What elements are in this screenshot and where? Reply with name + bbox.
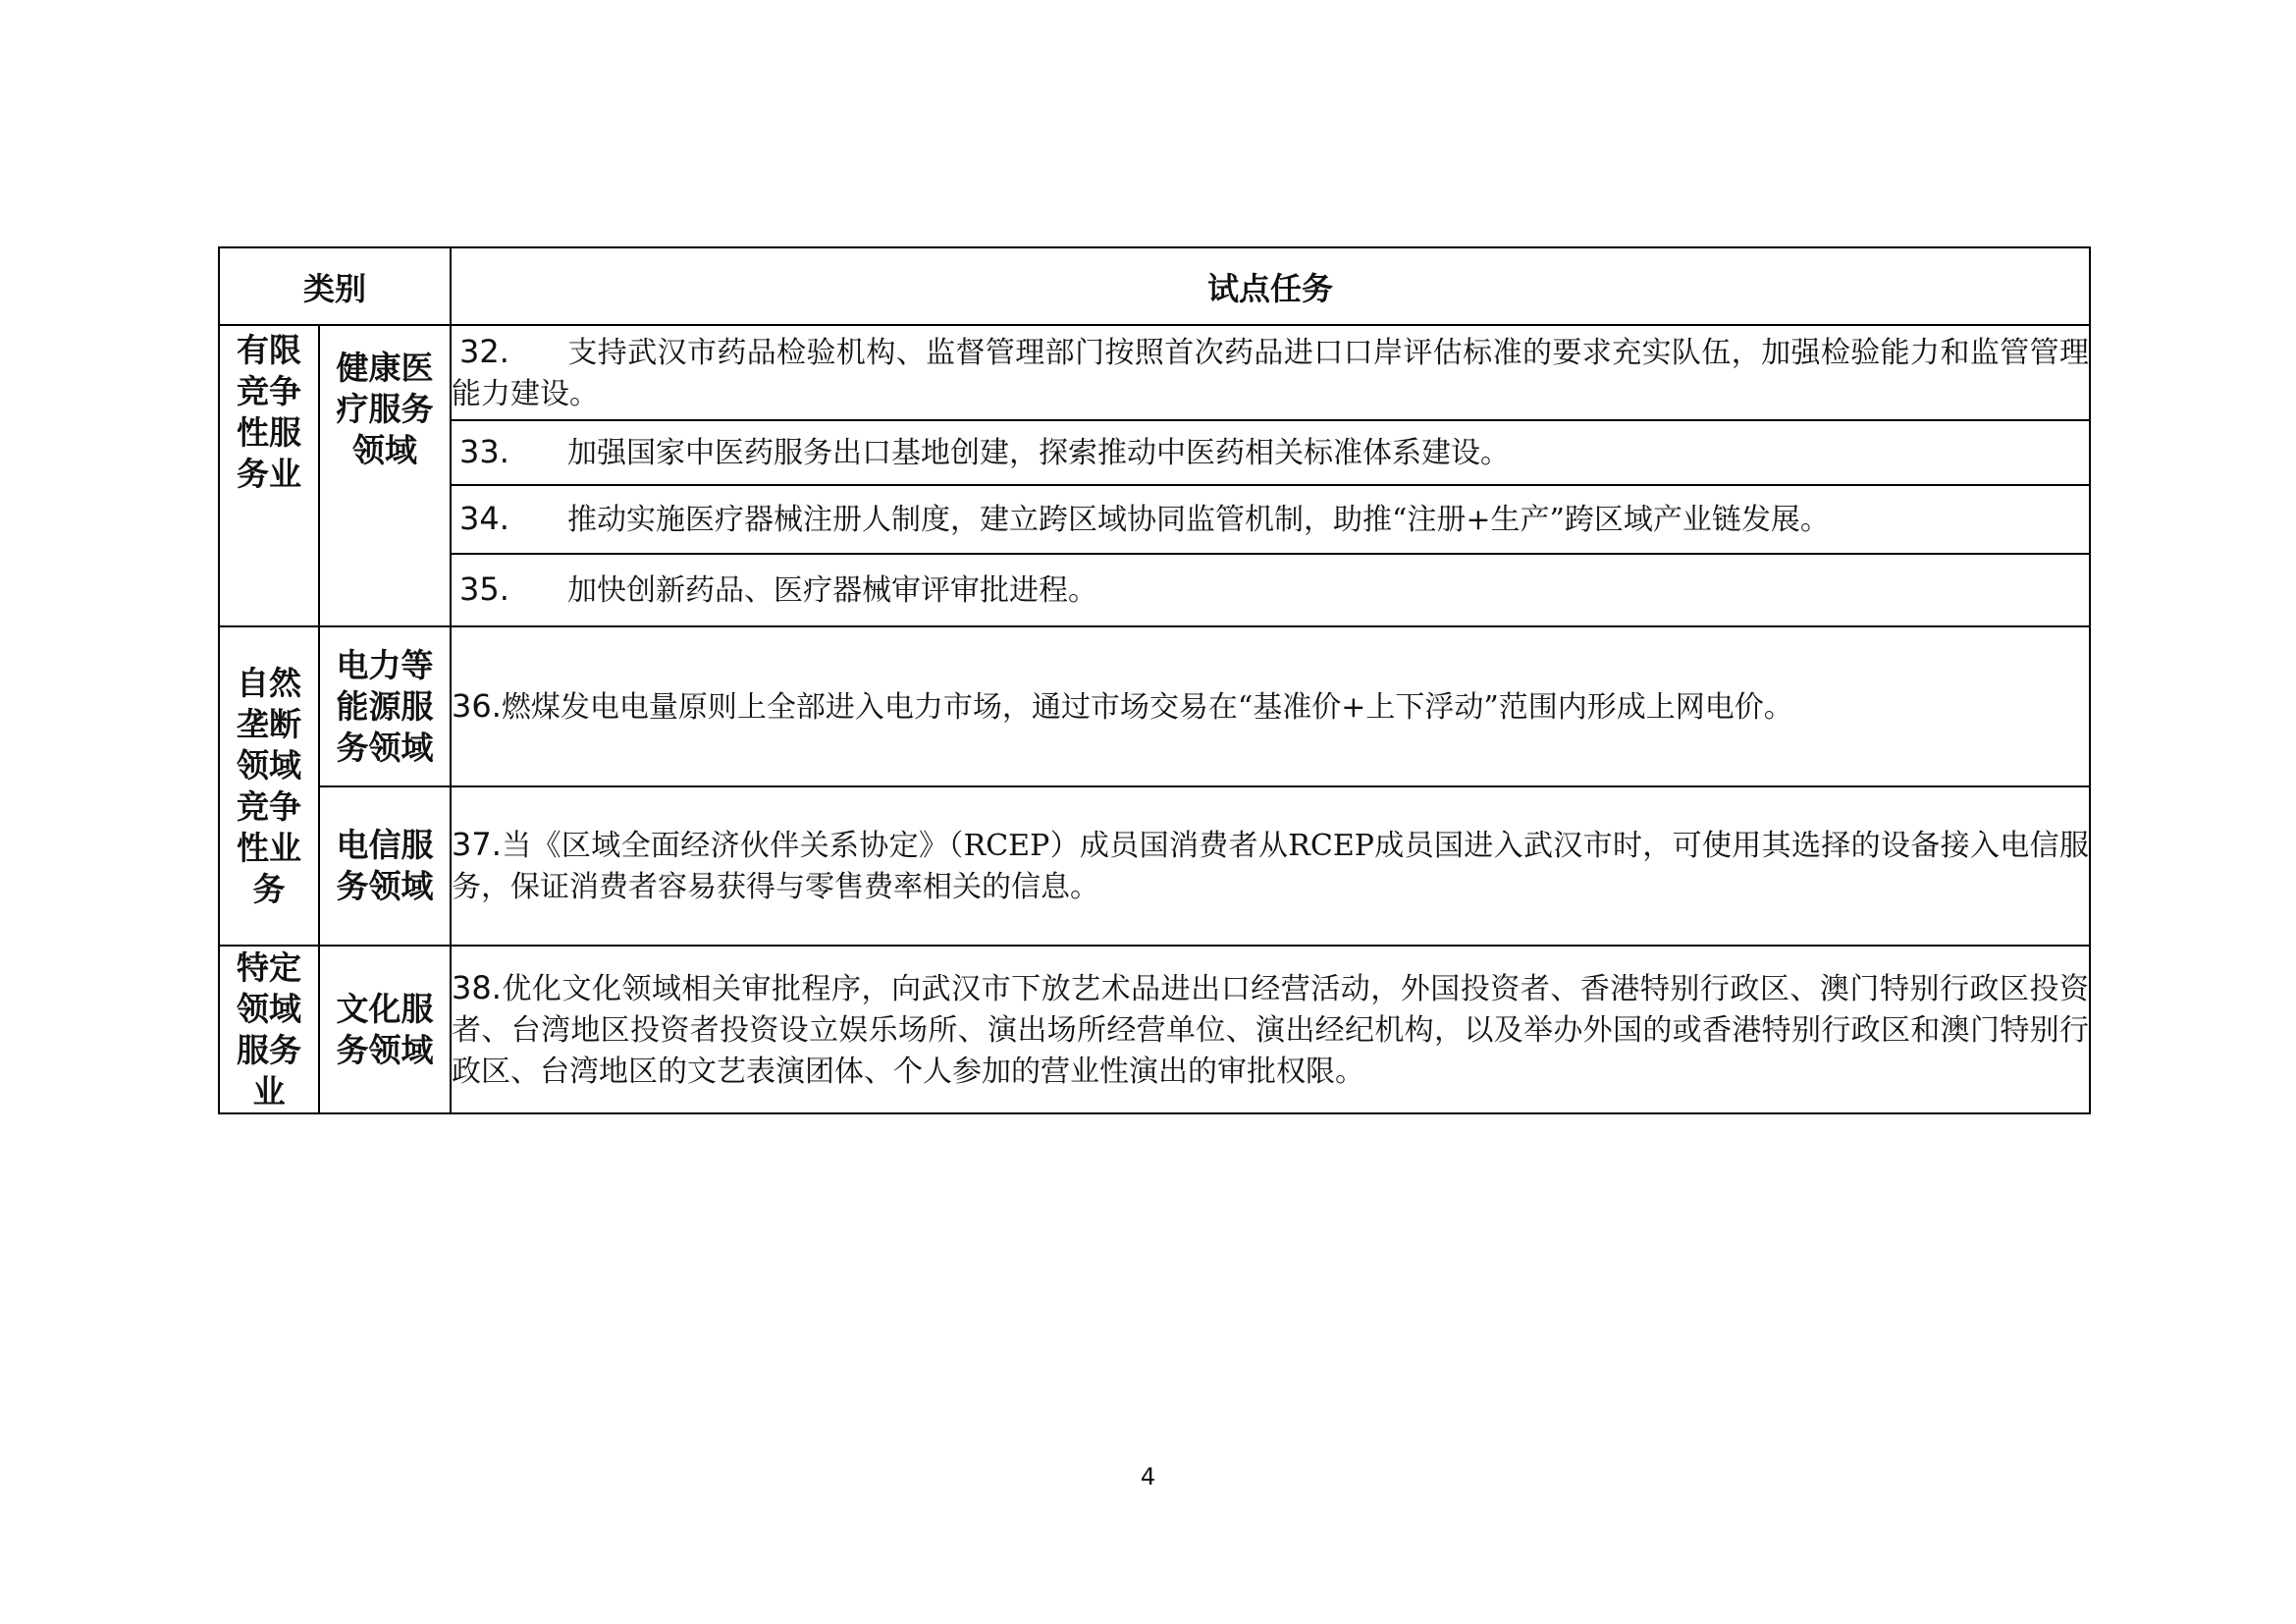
task-cell	[451, 786, 2090, 946]
task-cell	[451, 626, 2090, 786]
task-cell	[451, 485, 2090, 554]
subcategory-label: 电信服务领域	[336, 826, 434, 905]
subcategory-health-medical	[319, 325, 451, 626]
task-cell	[451, 554, 2090, 626]
task-number: 35.	[459, 570, 509, 608]
subcategory-label: 文化服务领域	[336, 989, 434, 1069]
category-label: 特定领域服务业	[237, 947, 301, 1110]
task-number: 38.	[452, 968, 502, 1006]
category-label: 自然垄断领域竞争性业务	[237, 663, 301, 908]
table-header-row	[219, 247, 2090, 325]
task-text: 支持武汉市药品检验机构、监督管理部门按照首次药品进口口岸评估标准的要求充实队伍，加强检验能力和监管管理能力建设。	[452, 335, 2090, 411]
task-cell	[451, 325, 2090, 420]
table-row	[219, 420, 2090, 485]
category-label: 有限竞争性服务业	[237, 331, 301, 493]
header-task: 试点任务	[451, 247, 2090, 325]
task-number: 36.	[452, 686, 502, 725]
table-row	[219, 325, 2090, 420]
table-row	[219, 554, 2090, 626]
table-row	[219, 946, 2090, 1113]
task-text: 加快创新药品、医疗器械审评审批进程。	[567, 573, 1098, 608]
subcategory-telecom	[319, 786, 451, 946]
task-number: 34.	[459, 500, 509, 537]
task-text: 加强国家中医药服务出口基地创建，探索推动中医药相关标准体系建设。	[567, 436, 1511, 470]
table-row	[219, 485, 2090, 554]
task-cell	[451, 420, 2090, 485]
table-row	[219, 626, 2090, 786]
task-number: 33.	[459, 433, 509, 470]
table-row	[219, 786, 2090, 946]
task-text: 当《区域全面经济伙伴关系协定》（RCEP）成员国消费者从RCEP成员国进入武汉市时，可使用其选择的设备接入电信服务，保证消费者容易获得与零售费率相关的信息。	[452, 829, 2090, 904]
task-text: 燃煤发电电量原则上全部进入电力市场，通过市场交易在“基准价+上下浮动”范围内形成上网电价。	[501, 689, 1793, 725]
task-text: 优化文化领域相关审批程序，向武汉市下放艺术品进出口经营活动，外国投资者、香港特别行政区、澳门特别行政区投资者、台湾地区投资者投资设立娱乐场所、演出场所经营单位、演出经纪机构，以及举办外国的或香港特别行政区和澳门特别行政区、台湾地区的文艺表演团体、个人参加的营业性演出的审批权限。	[452, 971, 2090, 1089]
category-specific-field	[219, 946, 319, 1113]
subcategory-culture	[319, 946, 451, 1113]
header-category: 类别	[219, 247, 451, 325]
subcategory-energy	[319, 626, 451, 786]
subcategory-label: 电力等能源服务领域	[336, 645, 434, 767]
category-limited-competition	[219, 325, 319, 626]
task-text: 推动实施医疗器械注册人制度，建立跨区域协同监管机制，助推“注册+生产”跨区域产业链发展。	[567, 503, 1830, 537]
category-natural-monopoly	[219, 626, 319, 946]
task-cell	[451, 946, 2090, 1113]
pilot-task-table	[218, 246, 2091, 1114]
task-number: 32.	[459, 332, 509, 370]
task-number: 37.	[452, 826, 502, 863]
page-number: 4	[1140, 1463, 1156, 1490]
subcategory-label: 健康医疗服务领域	[336, 349, 434, 469]
